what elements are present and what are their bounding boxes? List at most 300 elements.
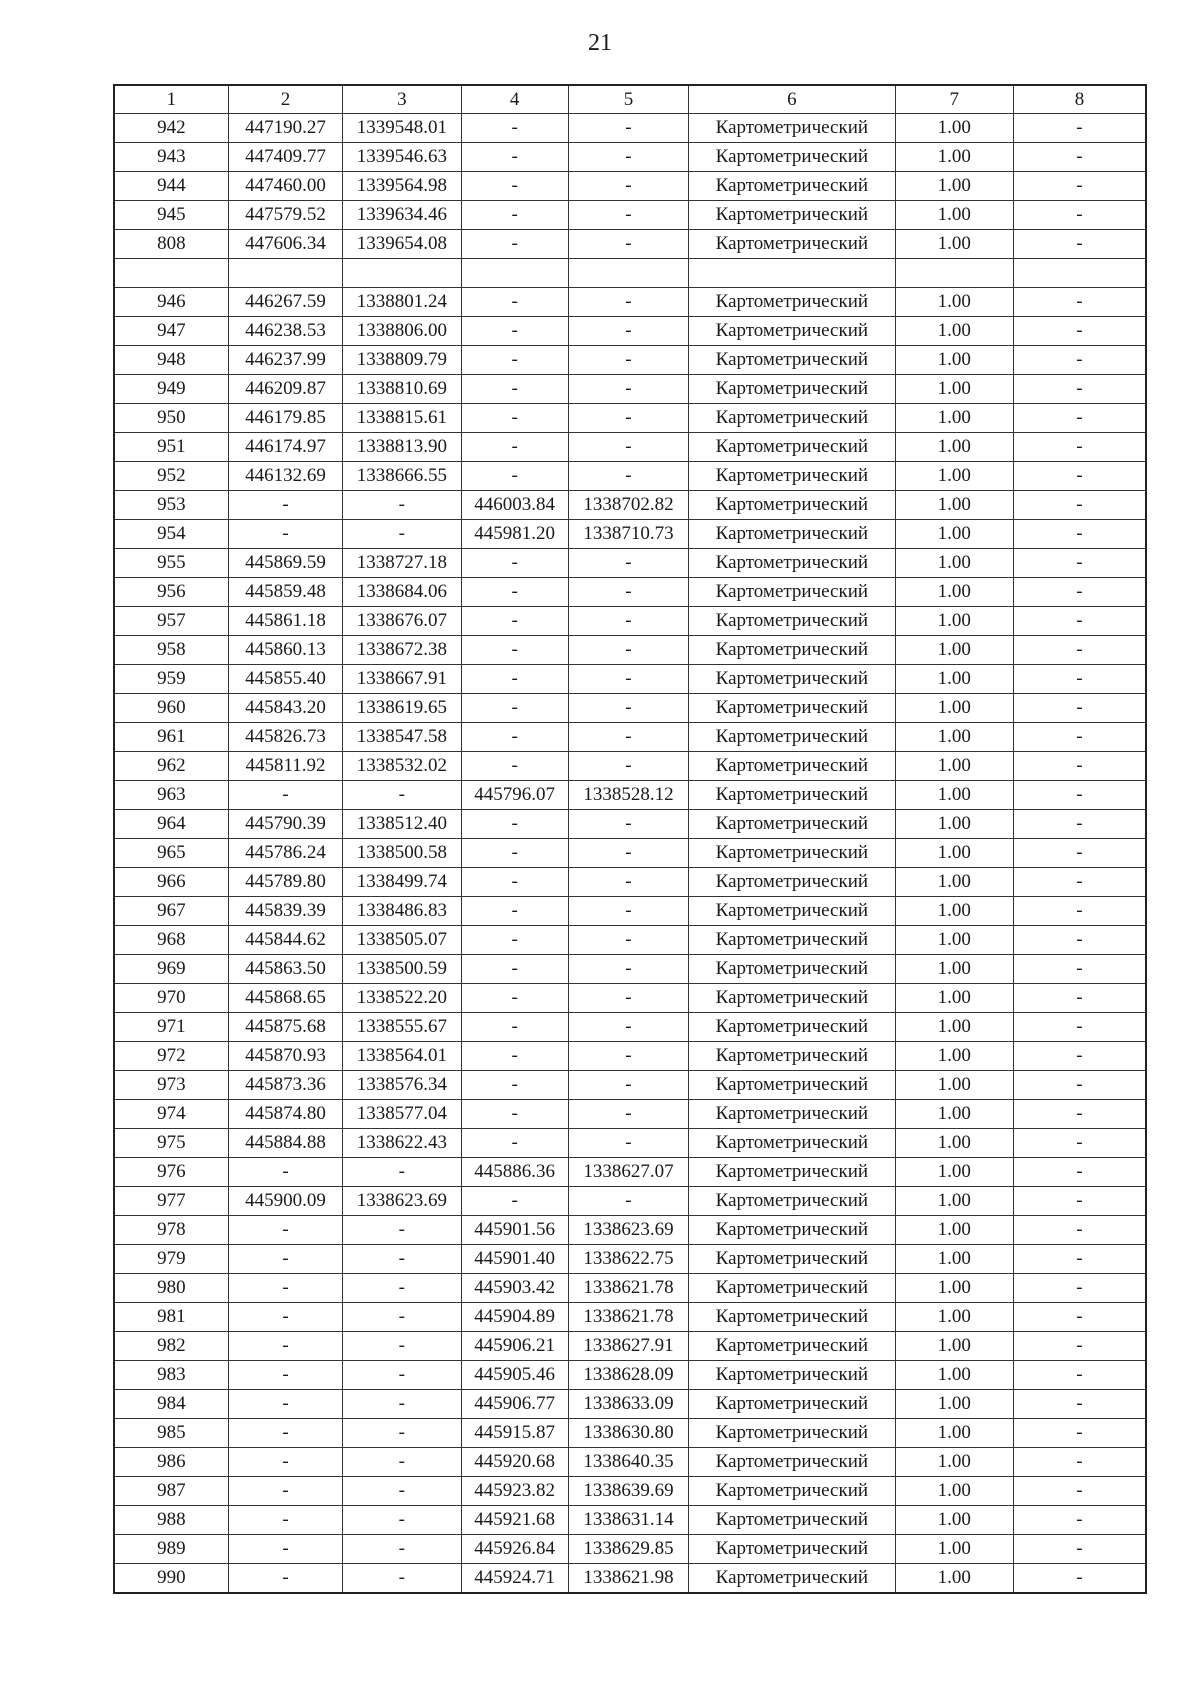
- x-existing-cell: 446209.87: [228, 375, 342, 404]
- accuracy-cell: 1.00: [895, 288, 1013, 317]
- x-new-cell: -: [461, 1129, 568, 1158]
- point-number-cell: 986: [114, 1448, 228, 1477]
- point-number-cell: 954: [114, 520, 228, 549]
- method-cell: Картометрический: [689, 1564, 895, 1594]
- description-cell: [1013, 259, 1146, 288]
- y-existing-cell: 1338810.69: [343, 375, 461, 404]
- y-existing-cell: 1338576.34: [343, 1071, 461, 1100]
- x-new-cell: 445903.42: [461, 1274, 568, 1303]
- y-existing-cell: -: [343, 1158, 461, 1187]
- point-number-cell: 957: [114, 607, 228, 636]
- accuracy-cell: 1.00: [895, 520, 1013, 549]
- point-number-cell: 955: [114, 549, 228, 578]
- table-header: [114, 85, 1146, 114]
- y-existing-cell: 1339546.63: [343, 143, 461, 172]
- y-new-cell: 1338627.07: [568, 1158, 688, 1187]
- point-number-cell: 971: [114, 1013, 228, 1042]
- y-existing-cell: 1338815.61: [343, 404, 461, 433]
- accuracy-cell: 1.00: [895, 1303, 1013, 1332]
- table-row: [114, 694, 1146, 723]
- accuracy-cell: 1.00: [895, 1071, 1013, 1100]
- description-cell: -: [1013, 1564, 1146, 1594]
- x-existing-cell: -: [228, 1390, 342, 1419]
- y-new-cell: -: [568, 375, 688, 404]
- point-number-cell: 972: [114, 1042, 228, 1071]
- method-cell: Картометрический: [689, 520, 895, 549]
- x-existing-cell: 447460.00: [228, 172, 342, 201]
- method-cell: Картометрический: [689, 1477, 895, 1506]
- x-existing-cell: 445839.39: [228, 897, 342, 926]
- x-new-cell: -: [461, 1100, 568, 1129]
- y-new-cell: -: [568, 636, 688, 665]
- table-row: [114, 984, 1146, 1013]
- y-existing-cell: -: [343, 1303, 461, 1332]
- y-new-cell: -: [568, 1100, 688, 1129]
- method-cell: Картометрический: [689, 694, 895, 723]
- x-new-cell: -: [461, 433, 568, 462]
- point-number-cell: 981: [114, 1303, 228, 1332]
- y-existing-cell: -: [343, 1274, 461, 1303]
- table-row: [114, 317, 1146, 346]
- x-existing-cell: 447190.27: [228, 114, 342, 143]
- description-cell: -: [1013, 114, 1146, 143]
- point-number-cell: 949: [114, 375, 228, 404]
- method-cell: Картометрический: [689, 1274, 895, 1303]
- y-new-cell: -: [568, 694, 688, 723]
- accuracy-cell: 1.00: [895, 752, 1013, 781]
- y-new-cell: 1338621.98: [568, 1564, 688, 1594]
- column-header-1: 1: [114, 85, 228, 114]
- table-row: [114, 607, 1146, 636]
- method-cell: Картометрический: [689, 607, 895, 636]
- point-number-cell: 944: [114, 172, 228, 201]
- y-existing-cell: -: [343, 1332, 461, 1361]
- x-existing-cell: -: [228, 1448, 342, 1477]
- table-row: [114, 1477, 1146, 1506]
- point-number-cell: 976: [114, 1158, 228, 1187]
- point-number-cell: 958: [114, 636, 228, 665]
- x-existing-cell: 445860.13: [228, 636, 342, 665]
- point-number-cell: 965: [114, 839, 228, 868]
- method-cell: Картометрический: [689, 1448, 895, 1477]
- accuracy-cell: 1.00: [895, 926, 1013, 955]
- method-cell: Картометрический: [689, 810, 895, 839]
- x-new-cell: -: [461, 578, 568, 607]
- description-cell: -: [1013, 839, 1146, 868]
- x-new-cell: -: [461, 201, 568, 230]
- point-number-cell: 990: [114, 1564, 228, 1594]
- description-cell: -: [1013, 636, 1146, 665]
- table-row: [114, 636, 1146, 665]
- point-number-cell: 968: [114, 926, 228, 955]
- x-existing-cell: 447409.77: [228, 143, 342, 172]
- y-existing-cell: 1339548.01: [343, 114, 461, 143]
- description-cell: -: [1013, 1361, 1146, 1390]
- table-row: [114, 1071, 1146, 1100]
- x-existing-cell: 445855.40: [228, 665, 342, 694]
- y-existing-cell: -: [343, 1419, 461, 1448]
- accuracy-cell: 1.00: [895, 1158, 1013, 1187]
- y-new-cell: -: [568, 462, 688, 491]
- table-row: [114, 404, 1146, 433]
- method-cell: Картометрический: [689, 1071, 895, 1100]
- method-cell: Картометрический: [689, 897, 895, 926]
- x-new-cell: 445906.21: [461, 1332, 568, 1361]
- method-cell: Картометрический: [689, 926, 895, 955]
- x-new-cell: 445901.56: [461, 1216, 568, 1245]
- table-row: [114, 1361, 1146, 1390]
- accuracy-cell: 1.00: [895, 636, 1013, 665]
- description-cell: -: [1013, 781, 1146, 810]
- y-existing-cell: 1338547.58: [343, 723, 461, 752]
- method-cell: Картометрический: [689, 288, 895, 317]
- x-new-cell: 445924.71: [461, 1564, 568, 1594]
- y-new-cell: -: [568, 955, 688, 984]
- y-existing-cell: -: [343, 1361, 461, 1390]
- method-cell: Картометрический: [689, 462, 895, 491]
- description-cell: -: [1013, 1158, 1146, 1187]
- point-number-cell: 962: [114, 752, 228, 781]
- table-row: [114, 549, 1146, 578]
- description-cell: -: [1013, 868, 1146, 897]
- description-cell: -: [1013, 143, 1146, 172]
- accuracy-cell: 1.00: [895, 1332, 1013, 1361]
- method-cell: Картометрический: [689, 230, 895, 259]
- column-header-2: 2: [228, 85, 342, 114]
- table-row: [114, 839, 1146, 868]
- x-new-cell: -: [461, 375, 568, 404]
- table-row: [114, 1187, 1146, 1216]
- method-cell: Картометрический: [689, 172, 895, 201]
- point-number-cell: 988: [114, 1506, 228, 1535]
- description-cell: -: [1013, 1274, 1146, 1303]
- table-row: [114, 433, 1146, 462]
- table-row: [114, 1158, 1146, 1187]
- y-new-cell: 1338702.82: [568, 491, 688, 520]
- x-existing-cell: 445811.92: [228, 752, 342, 781]
- header-row: [114, 85, 1146, 114]
- description-cell: -: [1013, 1303, 1146, 1332]
- x-existing-cell: 445873.36: [228, 1071, 342, 1100]
- x-new-cell: -: [461, 607, 568, 636]
- point-number-cell: 964: [114, 810, 228, 839]
- x-new-cell: 445981.20: [461, 520, 568, 549]
- x-new-cell: -: [461, 172, 568, 201]
- y-existing-cell: 1338667.91: [343, 665, 461, 694]
- method-cell: Картометрический: [689, 1245, 895, 1274]
- y-new-cell: -: [568, 926, 688, 955]
- point-number-cell: 975: [114, 1129, 228, 1158]
- x-new-cell: -: [461, 114, 568, 143]
- accuracy-cell: 1.00: [895, 1477, 1013, 1506]
- x-existing-cell: 447579.52: [228, 201, 342, 230]
- x-existing-cell: 445790.39: [228, 810, 342, 839]
- y-new-cell: -: [568, 868, 688, 897]
- y-existing-cell: 1338672.38: [343, 636, 461, 665]
- accuracy-cell: 1.00: [895, 1129, 1013, 1158]
- description-cell: -: [1013, 1129, 1146, 1158]
- accuracy-cell: 1.00: [895, 868, 1013, 897]
- y-existing-cell: 1338623.69: [343, 1187, 461, 1216]
- y-existing-cell: 1338500.59: [343, 955, 461, 984]
- point-number-cell: 956: [114, 578, 228, 607]
- y-new-cell: -: [568, 810, 688, 839]
- point-number-cell: 984: [114, 1390, 228, 1419]
- x-new-cell: -: [461, 462, 568, 491]
- point-number-cell: 943: [114, 143, 228, 172]
- table-row: [114, 1129, 1146, 1158]
- accuracy-cell: 1.00: [895, 346, 1013, 375]
- description-cell: -: [1013, 752, 1146, 781]
- accuracy-cell: 1.00: [895, 404, 1013, 433]
- column-header-3: 3: [343, 85, 461, 114]
- point-number-cell: 942: [114, 114, 228, 143]
- y-existing-cell: 1338622.43: [343, 1129, 461, 1158]
- accuracy-cell: 1.00: [895, 1535, 1013, 1564]
- y-new-cell: -: [568, 839, 688, 868]
- method-cell: Картометрический: [689, 1042, 895, 1071]
- y-existing-cell: -: [343, 1535, 461, 1564]
- y-existing-cell: 1338806.00: [343, 317, 461, 346]
- table-row: [114, 143, 1146, 172]
- accuracy-cell: 1.00: [895, 810, 1013, 839]
- description-cell: -: [1013, 723, 1146, 752]
- method-cell: Картометрический: [689, 1013, 895, 1042]
- method-cell: Картометрический: [689, 114, 895, 143]
- table-row: [114, 201, 1146, 230]
- x-new-cell: -: [461, 636, 568, 665]
- x-new-cell: 445796.07: [461, 781, 568, 810]
- y-existing-cell: -: [343, 491, 461, 520]
- description-cell: -: [1013, 1042, 1146, 1071]
- x-existing-cell: -: [228, 1419, 342, 1448]
- y-new-cell: 1338622.75: [568, 1245, 688, 1274]
- x-existing-cell: -: [228, 1245, 342, 1274]
- point-number-cell: 970: [114, 984, 228, 1013]
- method-cell: Картометрический: [689, 433, 895, 462]
- accuracy-cell: 1.00: [895, 1390, 1013, 1419]
- y-new-cell: -: [568, 1187, 688, 1216]
- y-new-cell: 1338629.85: [568, 1535, 688, 1564]
- accuracy-cell: 1.00: [895, 317, 1013, 346]
- x-new-cell: -: [461, 230, 568, 259]
- y-new-cell: 1338631.14: [568, 1506, 688, 1535]
- description-cell: -: [1013, 926, 1146, 955]
- table-row: [114, 723, 1146, 752]
- accuracy-cell: 1.00: [895, 1216, 1013, 1245]
- accuracy-cell: 1.00: [895, 665, 1013, 694]
- point-number-cell: 959: [114, 665, 228, 694]
- table-row: [114, 462, 1146, 491]
- y-existing-cell: -: [343, 1216, 461, 1245]
- method-cell: Картометрический: [689, 665, 895, 694]
- accuracy-cell: 1.00: [895, 1564, 1013, 1594]
- accuracy-cell: 1.00: [895, 781, 1013, 810]
- column-header-7: 7: [895, 85, 1013, 114]
- x-existing-cell: 445868.65: [228, 984, 342, 1013]
- table-row: [114, 1419, 1146, 1448]
- y-new-cell: -: [568, 346, 688, 375]
- accuracy-cell: 1.00: [895, 114, 1013, 143]
- column-header-8: 8: [1013, 85, 1146, 114]
- y-existing-cell: 1338532.02: [343, 752, 461, 781]
- x-existing-cell: -: [228, 491, 342, 520]
- table-row: [114, 1245, 1146, 1274]
- point-number-cell: 948: [114, 346, 228, 375]
- table-row: [114, 491, 1146, 520]
- table-row: [114, 955, 1146, 984]
- x-existing-cell: 446237.99: [228, 346, 342, 375]
- table-row: [114, 926, 1146, 955]
- y-existing-cell: 1338505.07: [343, 926, 461, 955]
- x-new-cell: -: [461, 549, 568, 578]
- description-cell: -: [1013, 1535, 1146, 1564]
- y-new-cell: [568, 259, 688, 288]
- accuracy-cell: 1.00: [895, 433, 1013, 462]
- x-new-cell: 445886.36: [461, 1158, 568, 1187]
- x-new-cell: -: [461, 1071, 568, 1100]
- description-cell: -: [1013, 1332, 1146, 1361]
- accuracy-cell: 1.00: [895, 1361, 1013, 1390]
- description-cell: -: [1013, 1013, 1146, 1042]
- accuracy-cell: [895, 259, 1013, 288]
- point-number-cell: 979: [114, 1245, 228, 1274]
- accuracy-cell: 1.00: [895, 1187, 1013, 1216]
- x-new-cell: -: [461, 1187, 568, 1216]
- x-existing-cell: 445863.50: [228, 955, 342, 984]
- x-new-cell: -: [461, 317, 568, 346]
- description-cell: -: [1013, 665, 1146, 694]
- table-row: [114, 346, 1146, 375]
- accuracy-cell: 1.00: [895, 1419, 1013, 1448]
- table-row: [114, 578, 1146, 607]
- accuracy-cell: 1.00: [895, 143, 1013, 172]
- description-cell: -: [1013, 810, 1146, 839]
- point-number-cell: 985: [114, 1419, 228, 1448]
- description-cell: -: [1013, 549, 1146, 578]
- x-existing-cell: 445884.88: [228, 1129, 342, 1158]
- y-existing-cell: 1338577.04: [343, 1100, 461, 1129]
- point-number-cell: 989: [114, 1535, 228, 1564]
- x-existing-cell: 446238.53: [228, 317, 342, 346]
- accuracy-cell: 1.00: [895, 201, 1013, 230]
- y-new-cell: 1338633.09: [568, 1390, 688, 1419]
- x-new-cell: -: [461, 723, 568, 752]
- description-cell: -: [1013, 404, 1146, 433]
- x-existing-cell: -: [228, 1216, 342, 1245]
- x-new-cell: 445905.46: [461, 1361, 568, 1390]
- y-existing-cell: 1338727.18: [343, 549, 461, 578]
- table-row: [114, 897, 1146, 926]
- x-existing-cell: 446179.85: [228, 404, 342, 433]
- method-cell: Картометрический: [689, 1216, 895, 1245]
- method-cell: Картометрический: [689, 1303, 895, 1332]
- y-existing-cell: 1338486.83: [343, 897, 461, 926]
- x-new-cell: -: [461, 955, 568, 984]
- description-cell: -: [1013, 1187, 1146, 1216]
- x-existing-cell: -: [228, 1535, 342, 1564]
- point-number-cell: 978: [114, 1216, 228, 1245]
- y-new-cell: -: [568, 201, 688, 230]
- table-row: [114, 1042, 1146, 1071]
- y-existing-cell: -: [343, 520, 461, 549]
- point-number-cell: 969: [114, 955, 228, 984]
- point-number-cell: 973: [114, 1071, 228, 1100]
- x-new-cell: -: [461, 868, 568, 897]
- method-cell: Картометрический: [689, 1187, 895, 1216]
- point-number-cell: 987: [114, 1477, 228, 1506]
- table-row: [114, 288, 1146, 317]
- y-new-cell: 1338621.78: [568, 1303, 688, 1332]
- description-cell: -: [1013, 984, 1146, 1013]
- description-cell: -: [1013, 520, 1146, 549]
- accuracy-cell: 1.00: [895, 955, 1013, 984]
- point-number-cell: 953: [114, 491, 228, 520]
- description-cell: -: [1013, 172, 1146, 201]
- accuracy-cell: 1.00: [895, 375, 1013, 404]
- point-number-cell: 967: [114, 897, 228, 926]
- x-existing-cell: -: [228, 1506, 342, 1535]
- y-new-cell: -: [568, 433, 688, 462]
- y-existing-cell: 1338684.06: [343, 578, 461, 607]
- table-row: [114, 172, 1146, 201]
- y-existing-cell: -: [343, 781, 461, 810]
- y-new-cell: -: [568, 1013, 688, 1042]
- method-cell: Картометрический: [689, 346, 895, 375]
- method-cell: Картометрический: [689, 1332, 895, 1361]
- description-cell: -: [1013, 1506, 1146, 1535]
- page-number: 21: [588, 30, 612, 56]
- description-cell: -: [1013, 897, 1146, 926]
- table-row: [114, 230, 1146, 259]
- accuracy-cell: 1.00: [895, 839, 1013, 868]
- y-new-cell: -: [568, 1129, 688, 1158]
- table-body: [114, 114, 1146, 1594]
- x-existing-cell: 445875.68: [228, 1013, 342, 1042]
- y-new-cell: 1338621.78: [568, 1274, 688, 1303]
- method-cell: Картометрический: [689, 868, 895, 897]
- accuracy-cell: 1.00: [895, 897, 1013, 926]
- method-cell: Картометрический: [689, 1419, 895, 1448]
- x-new-cell: -: [461, 694, 568, 723]
- accuracy-cell: 1.00: [895, 172, 1013, 201]
- method-cell: Картометрический: [689, 839, 895, 868]
- table-row: [114, 1448, 1146, 1477]
- x-new-cell: -: [461, 897, 568, 926]
- y-new-cell: -: [568, 1042, 688, 1071]
- x-new-cell: -: [461, 404, 568, 433]
- accuracy-cell: 1.00: [895, 694, 1013, 723]
- y-new-cell: -: [568, 317, 688, 346]
- point-number-cell: 963: [114, 781, 228, 810]
- table-row: [114, 375, 1146, 404]
- y-existing-cell: 1338555.67: [343, 1013, 461, 1042]
- description-cell: -: [1013, 607, 1146, 636]
- y-new-cell: 1338710.73: [568, 520, 688, 549]
- y-existing-cell: -: [343, 1564, 461, 1594]
- y-new-cell: -: [568, 578, 688, 607]
- point-number-cell: 966: [114, 868, 228, 897]
- y-new-cell: 1338623.69: [568, 1216, 688, 1245]
- x-existing-cell: 447606.34: [228, 230, 342, 259]
- method-cell: Картометрический: [689, 1100, 895, 1129]
- accuracy-cell: 1.00: [895, 230, 1013, 259]
- x-existing-cell: 446174.97: [228, 433, 342, 462]
- table-row: [114, 1100, 1146, 1129]
- y-new-cell: -: [568, 143, 688, 172]
- table-row: [114, 868, 1146, 897]
- table-row: [114, 1013, 1146, 1042]
